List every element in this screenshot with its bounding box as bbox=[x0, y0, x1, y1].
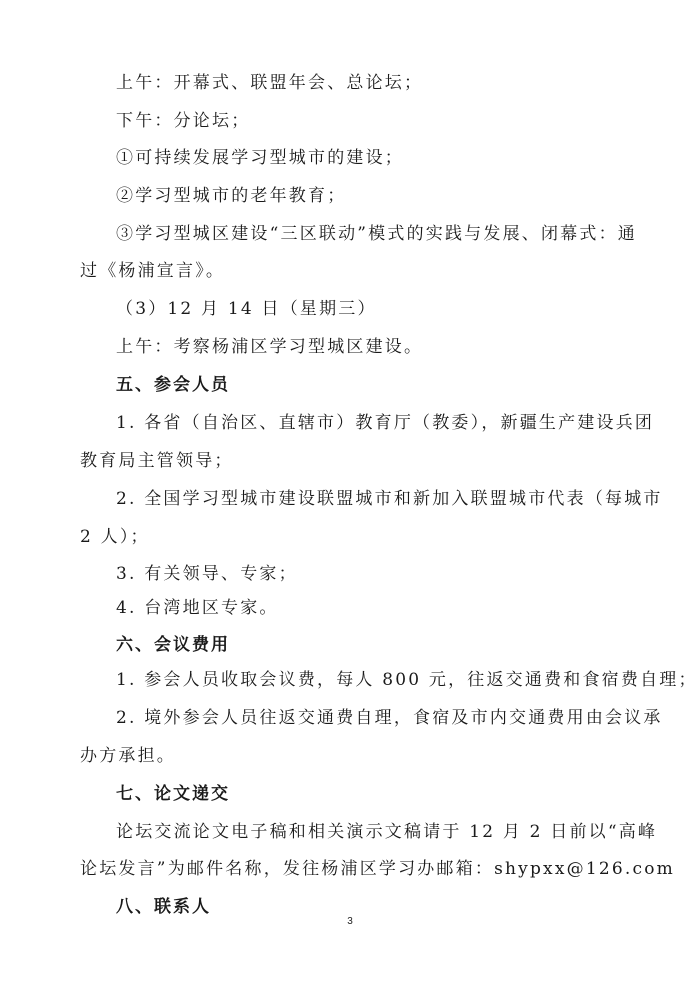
section-heading-attendees: 五、参会人员 bbox=[116, 375, 230, 395]
schedule-morning-line: 上午：开幕式、联盟年会、总论坛； bbox=[116, 73, 424, 93]
subforum-item-1: ①可持续发展学习型城市的建设； bbox=[116, 148, 404, 168]
fee-item-1: 1. 参会人员收取会议费，每人 800 元，往返交通费和食宿费自理； bbox=[116, 670, 698, 690]
fee-item-2-continued: 办方承担。 bbox=[80, 746, 176, 766]
attendee-item-2: 2. 全国学习型城市建设联盟城市和新加入联盟城市代表（每城市 bbox=[116, 489, 663, 509]
attendee-item-3: 3. 有关领导、专家； bbox=[116, 564, 298, 584]
section-heading-contact: 八、联系人 bbox=[116, 897, 211, 917]
subforum-item-3: ③学习型城区建设“三区联动”模式的实践与发展、闭幕式：通 bbox=[116, 224, 637, 244]
paper-submission-text: 论坛交流论文电子稿和相关演示文稿请于 12 月 2 日前以“高峰 bbox=[116, 822, 658, 842]
subforum-item-2: ②学习型城市的老年教育； bbox=[116, 186, 347, 206]
fee-item-2: 2. 境外参会人员往返交通费自理，食宿及市内交通费用由会议承 bbox=[116, 708, 663, 728]
attendee-item-1-continued: 教育局主管领导； bbox=[80, 451, 234, 471]
day-3-morning-line: 上午：考察杨浦区学习型城区建设。 bbox=[116, 337, 424, 357]
schedule-afternoon-line: 下午：分论坛； bbox=[116, 111, 251, 131]
attendee-item-4: 4. 台湾地区专家。 bbox=[116, 598, 279, 618]
attendee-item-1: 1. 各省（自治区、直辖市）教育厅（教委），新疆生产建设兵团 bbox=[116, 413, 655, 433]
page-number: 3 bbox=[347, 916, 353, 927]
day-3-date: （3）12 月 14 日（星期三） bbox=[116, 299, 377, 319]
paper-submission-text-continued: 论坛发言”为邮件名称，发往杨浦区学习办邮箱：shypxx@126.com bbox=[80, 859, 675, 879]
section-heading-paper-submission: 七、论文递交 bbox=[116, 784, 230, 804]
subforum-item-3-continued: 过《杨浦宣言》。 bbox=[80, 261, 226, 281]
attendee-item-2-continued: 2 人）； bbox=[80, 527, 150, 547]
section-heading-fees: 六、会议费用 bbox=[116, 635, 230, 655]
